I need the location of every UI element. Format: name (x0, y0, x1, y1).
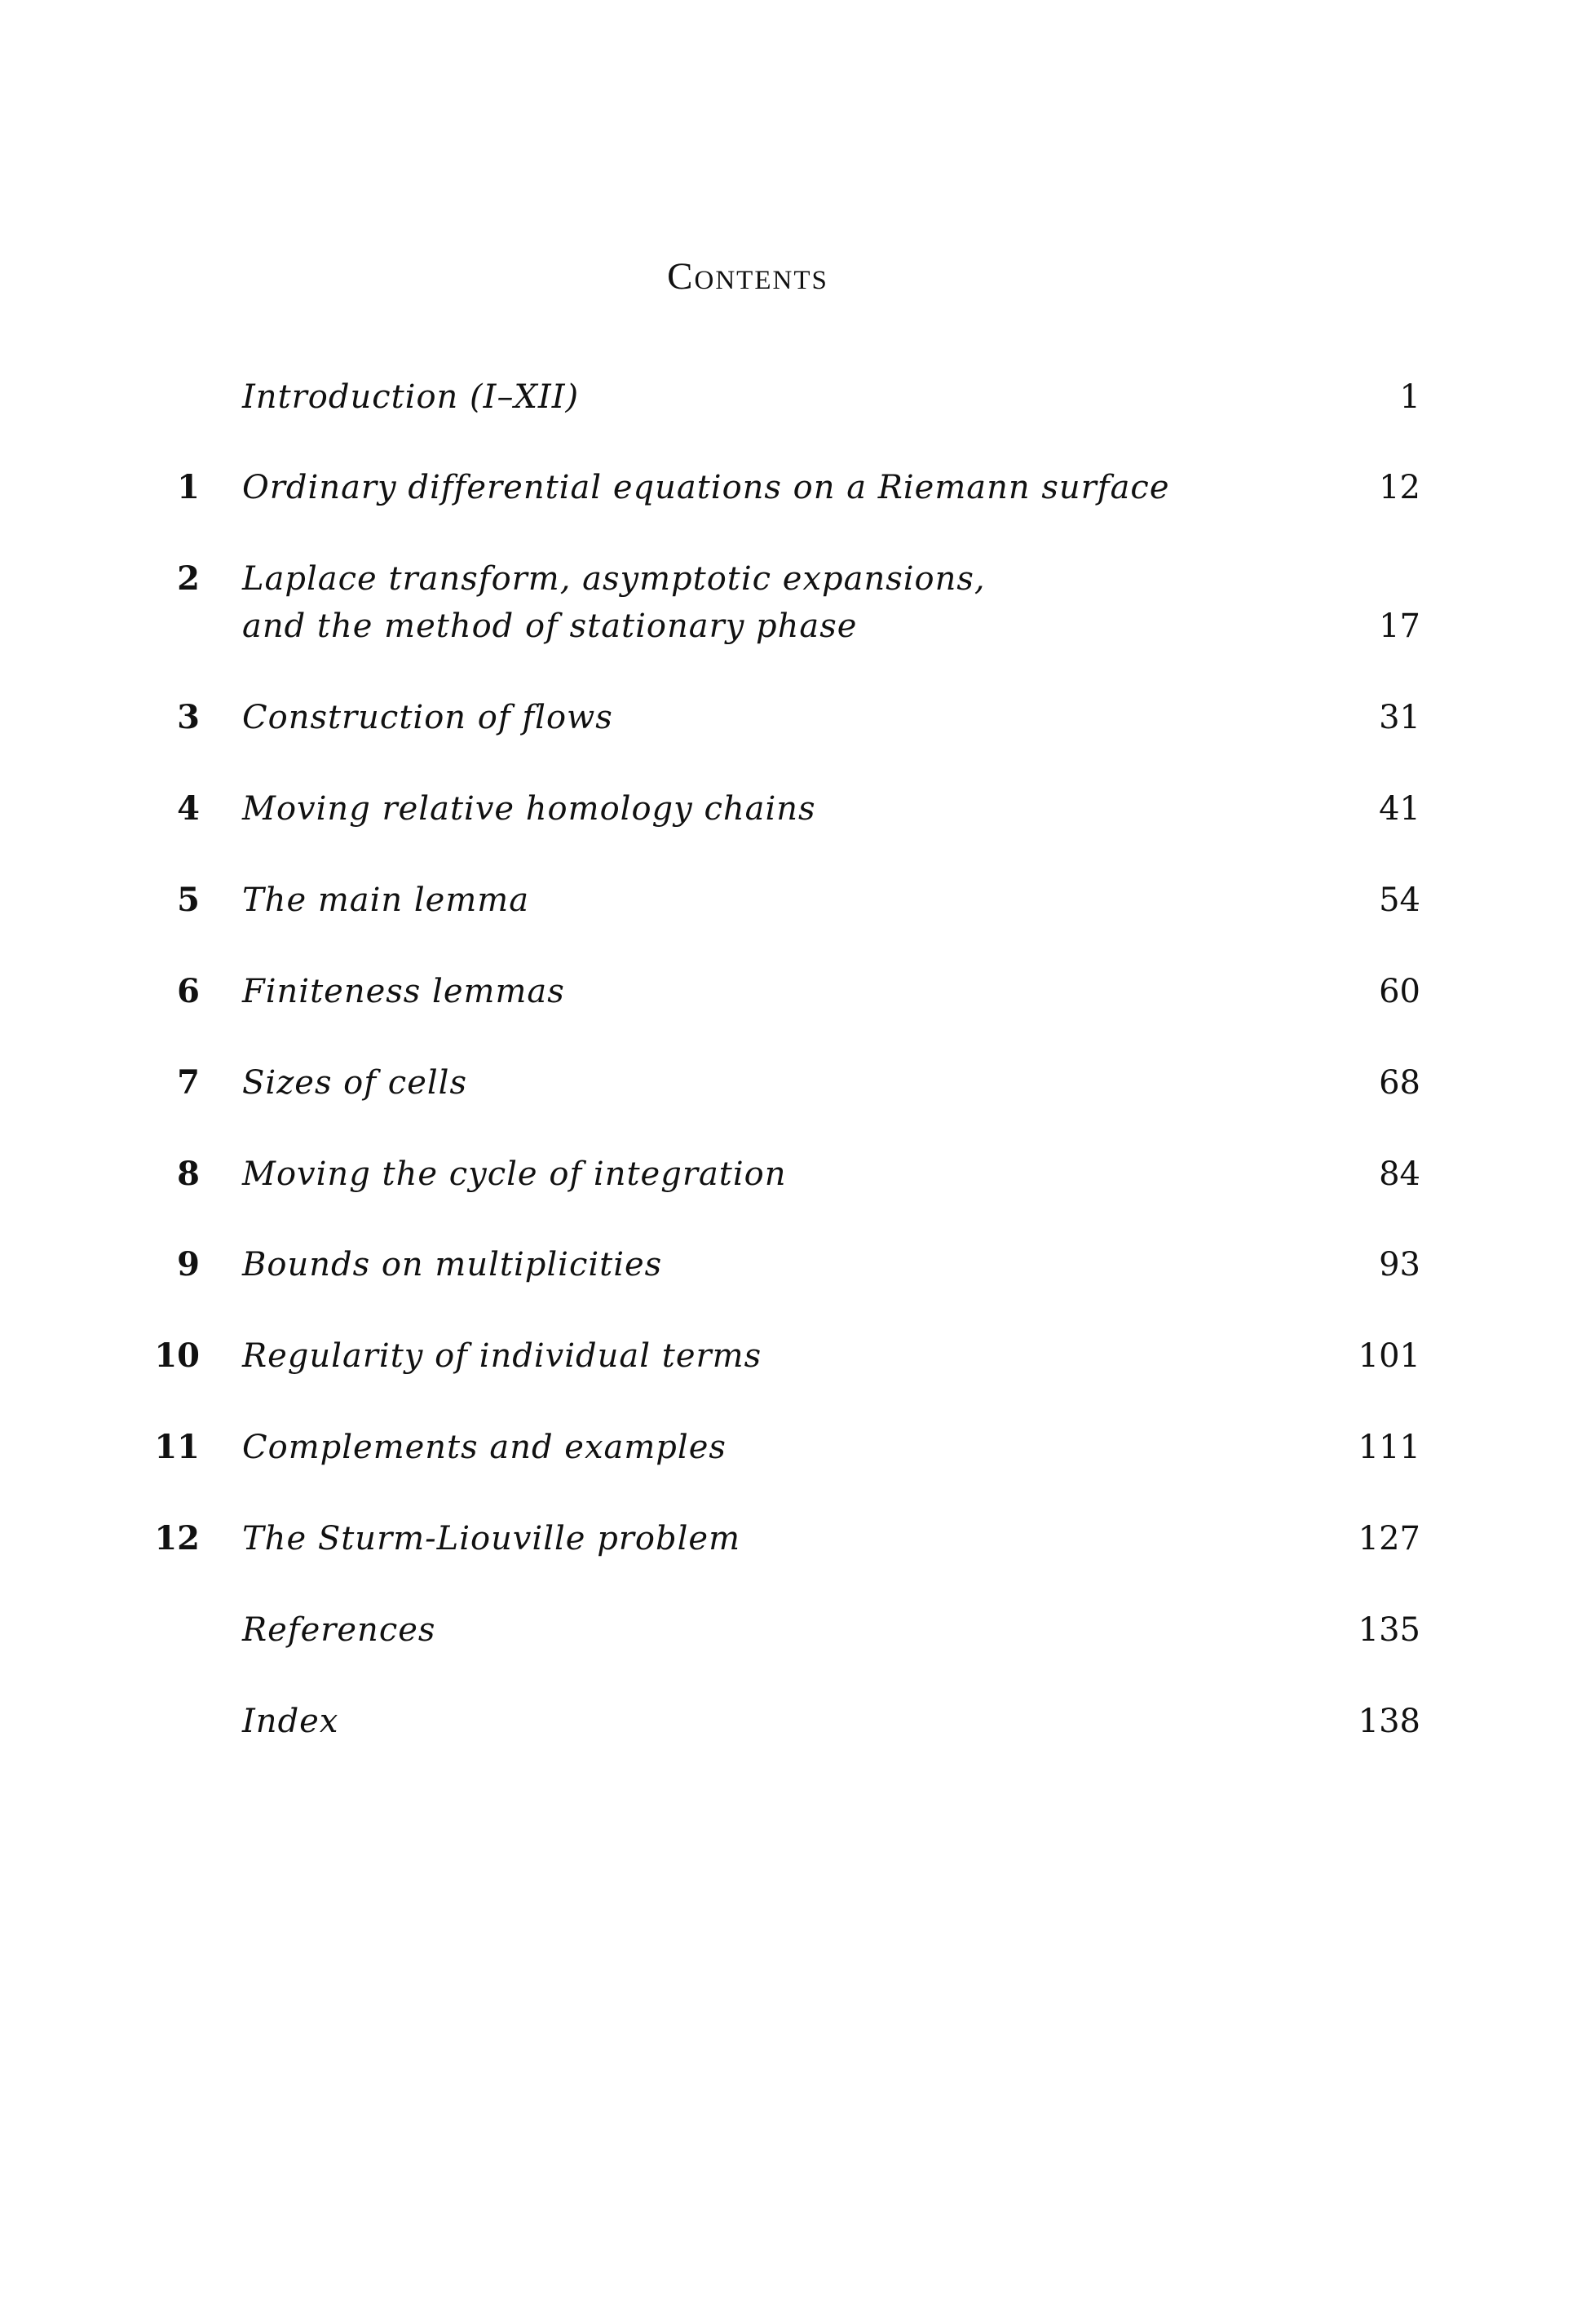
toc-entry-chapter-9[interactable] (0, 1241, 1590, 1339)
chapter-title: Moving relative homology chains (242, 790, 816, 828)
page-number: 84 (1379, 1155, 1420, 1193)
chapter-number: 2 (177, 559, 200, 598)
toc-entry-index[interactable] (0, 1698, 1590, 1796)
page-title: Contents (667, 255, 828, 298)
toc-entry-chapter-3[interactable] (0, 694, 1590, 792)
chapter-number: 12 (154, 1519, 200, 1557)
chapter-number: 4 (177, 789, 200, 828)
toc-entry-chapter-6[interactable] (0, 968, 1590, 1066)
toc-entry-chapter-2[interactable] (0, 555, 1590, 653)
toc-entry-chapter-11[interactable] (0, 1424, 1590, 1522)
toc-entry-introduction[interactable] (0, 373, 1590, 471)
chapter-title: Moving the cycle of integration (242, 1155, 787, 1193)
chapter-title: The main lemma (242, 881, 530, 919)
chapter-title: The Sturm-Liouville problem (242, 1520, 741, 1557)
chapter-title: Finiteness lemmas (242, 973, 565, 1010)
chapter-number: 11 (154, 1428, 200, 1466)
chapter-title: References (242, 1611, 436, 1649)
page-number: 68 (1379, 1064, 1420, 1102)
page-number: 1 (1399, 378, 1420, 416)
chapter-title: Construction of flows (242, 699, 613, 736)
chapter-title: Ordinary differential equations on a Riemann surface (242, 469, 1170, 506)
toc-entry-chapter-12[interactable] (0, 1515, 1590, 1613)
chapter-number: 10 (154, 1337, 200, 1375)
page-number: 135 (1358, 1611, 1420, 1649)
page-number: 101 (1358, 1337, 1420, 1375)
page-number: 31 (1379, 699, 1420, 736)
toc-entry-chapter-7[interactable] (0, 1059, 1590, 1157)
toc-entry-chapter-10[interactable] (0, 1332, 1590, 1430)
chapter-number: 9 (177, 1245, 200, 1284)
chapter-title: Bounds on multiplicities (242, 1246, 663, 1284)
page-number: 60 (1379, 973, 1420, 1010)
page-number: 41 (1379, 790, 1420, 828)
chapter-title: Laplace transform, asymptotic expansions, and the method of stationary phase (242, 560, 986, 645)
chapter-number: 6 (177, 972, 200, 1010)
toc-entry-references[interactable] (0, 1606, 1590, 1704)
page-number: 127 (1358, 1520, 1420, 1557)
chapter-number: 1 (177, 468, 200, 506)
chapter-title: Index (242, 1703, 339, 1740)
page-number: 54 (1379, 881, 1420, 919)
page-number: 93 (1379, 1246, 1420, 1284)
chapter-title: Complements and examples (242, 1429, 727, 1466)
toc-entry-chapter-4[interactable] (0, 785, 1590, 883)
chapter-number: 5 (177, 881, 200, 919)
chapter-number: 7 (177, 1063, 200, 1102)
toc-entry-chapter-1[interactable] (0, 464, 1590, 562)
page-number: 12 (1379, 469, 1420, 506)
toc-entry-chapter-5[interactable] (0, 877, 1590, 974)
chapter-number: 8 (177, 1155, 200, 1193)
page-number: 17 (1379, 608, 1420, 645)
page-number: 138 (1358, 1703, 1420, 1740)
page-number: 111 (1358, 1429, 1420, 1466)
toc-entry-chapter-8[interactable] (0, 1151, 1590, 1248)
chapter-title: Introduction (I–XII) (242, 378, 580, 416)
chapter-number: 3 (177, 698, 200, 736)
chapter-title: Sizes of cells (242, 1064, 467, 1102)
chapter-title: Regularity of individual terms (242, 1337, 762, 1375)
